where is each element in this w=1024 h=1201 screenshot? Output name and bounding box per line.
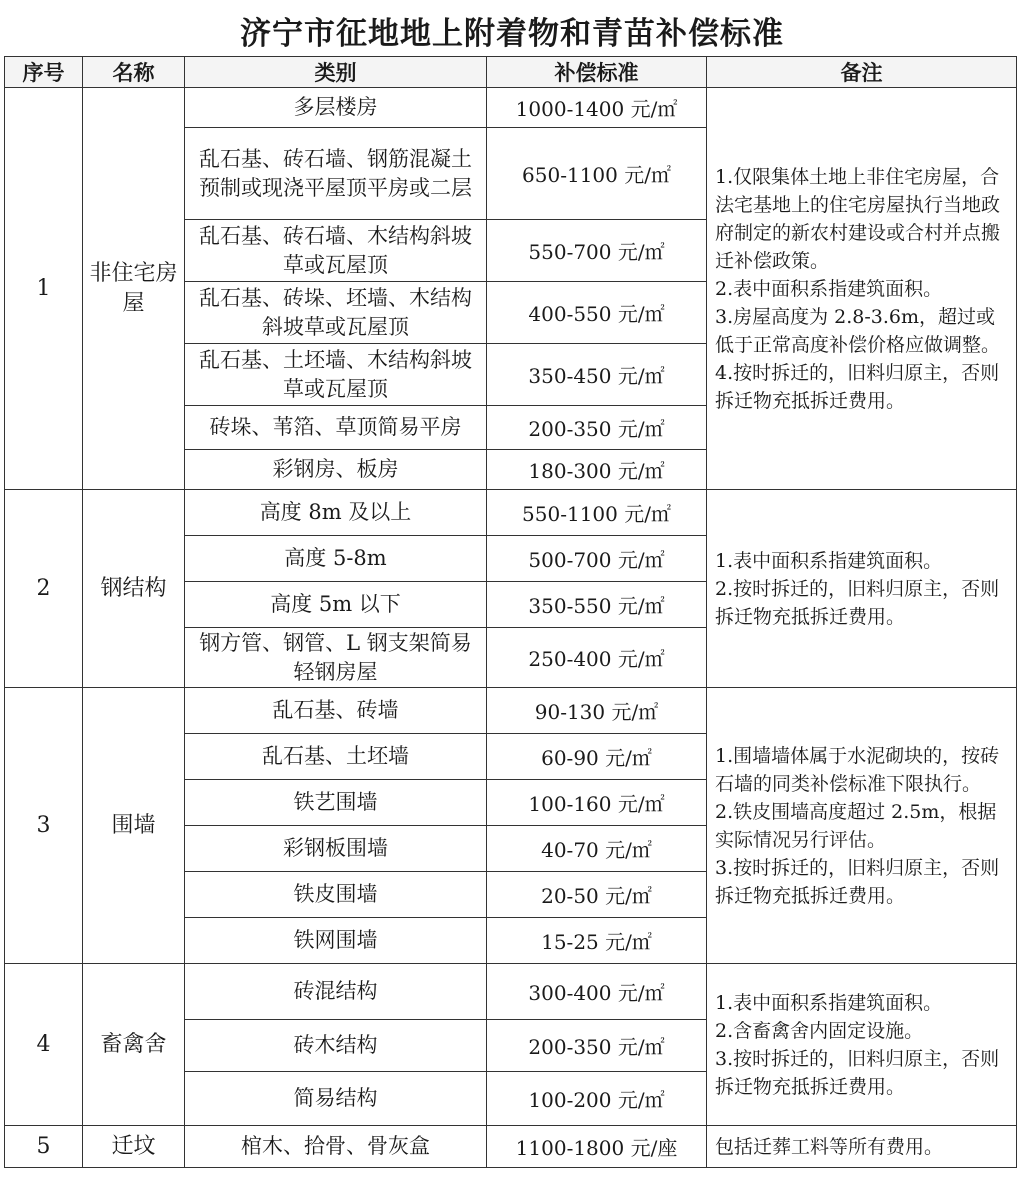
group-number: 4: [5, 964, 83, 1126]
group-name: 畜禽舍: [83, 964, 185, 1126]
category-cell: 乱石基、砖石墙、钢筋混凝土预制或现浇平屋顶平房或二层: [185, 128, 487, 220]
group-number: 1: [5, 88, 83, 490]
notes-cell: [707, 88, 1017, 490]
category-cell: 棺木、拾骨、骨灰盒: [185, 1126, 487, 1168]
note-item: 3.按时拆迁的，旧料归原主，否则拆迁物充抵拆迁费用。: [715, 856, 1000, 907]
note-item: 2.含畜禽舍内固定设施。: [715, 1019, 924, 1042]
category-cell: 简易结构: [185, 1072, 487, 1126]
note-item: 包括迁葬工料等所有费用。: [715, 1135, 944, 1158]
header-name: 名称: [83, 57, 185, 88]
standard-cell: 1100-1800 元/座: [487, 1126, 707, 1168]
compensation-table: [4, 56, 1017, 1168]
notes-cell: [707, 688, 1017, 964]
group-name: 钢结构: [83, 490, 185, 688]
category-cell: 乱石基、土坯墙: [185, 734, 487, 780]
notes-cell: [707, 1126, 1017, 1168]
category-cell: 乱石基、砖石墙、木结构斜坡草或瓦屋顶: [185, 220, 487, 282]
header-notes: 备注: [707, 57, 1017, 88]
standard-cell: 15-25 元/㎡: [487, 918, 707, 964]
standard-cell: 100-160 元/㎡: [487, 780, 707, 826]
standard-cell: 500-700 元/㎡: [487, 536, 707, 582]
standard-cell: 350-450 元/㎡: [487, 344, 707, 406]
standard-cell: 650-1100 元/㎡: [487, 128, 707, 220]
standard-cell: 250-400 元/㎡: [487, 628, 707, 688]
table-row: [5, 688, 1017, 734]
standard-cell: 60-90 元/㎡: [487, 734, 707, 780]
table-row: [5, 88, 1017, 128]
header-standard: 补偿标准: [487, 57, 707, 88]
standard-cell: 1000-1400 元/㎡: [487, 88, 707, 128]
category-cell: 彩钢房、板房: [185, 450, 487, 490]
standard-cell: 200-350 元/㎡: [487, 406, 707, 450]
standard-cell: 350-550 元/㎡: [487, 582, 707, 628]
standard-cell: 40-70 元/㎡: [487, 826, 707, 872]
header-category: 类别: [185, 57, 487, 88]
note-item: 2.铁皮围墙高度超过 2.5m，根据实际情况另行评估。: [715, 800, 997, 851]
table-row: [5, 964, 1017, 1020]
note-item: 3.房屋高度为 2.8-3.6m，超过或低于正常高度补偿价格应做调整。: [715, 305, 1001, 356]
note-item: 1.仅限集体土地上非住宅房屋，合法宅基地上的住宅房屋执行当地政府制定的新农村建设或合村并点搬迁补偿政策。: [715, 165, 1001, 272]
header-no: 序号: [5, 57, 83, 88]
standard-cell: 550-1100 元/㎡: [487, 490, 707, 536]
table-row: [5, 1126, 1017, 1168]
standard-cell: 20-50 元/㎡: [487, 872, 707, 918]
group-name: 迁坟: [83, 1126, 185, 1168]
category-cell: 高度 5-8m: [185, 536, 487, 582]
category-cell: 彩钢板围墙: [185, 826, 487, 872]
note-item: 1.表中面积系指建筑面积。: [715, 991, 943, 1014]
note-item: 3.按时拆迁的，旧料归原主，否则拆迁物充抵拆迁费用。: [715, 1047, 1000, 1098]
group-number: 3: [5, 688, 83, 964]
notes-cell: [707, 964, 1017, 1126]
category-cell: 钢方管、钢管、L 钢支架简易轻钢房屋: [185, 628, 487, 688]
group-name: 围墙: [83, 688, 185, 964]
category-cell: 高度 8m 及以上: [185, 490, 487, 536]
category-cell: 乱石基、砖垛、坯墙、木结构斜坡草或瓦屋顶: [185, 282, 487, 344]
standard-cell: 550-700 元/㎡: [487, 220, 707, 282]
category-cell: 多层楼房: [185, 88, 487, 128]
category-cell: 高度 5m 以下: [185, 582, 487, 628]
category-cell: 铁皮围墙: [185, 872, 487, 918]
table-row: [5, 490, 1017, 536]
note-item: 1.表中面积系指建筑面积。: [715, 549, 943, 572]
standard-cell: 200-350 元/㎡: [487, 1020, 707, 1072]
page-title: 济宁市征地地上附着物和青苗补偿标准: [240, 16, 784, 52]
table-header-row: [5, 57, 1017, 88]
category-cell: 砖垛、苇箔、草顶简易平房: [185, 406, 487, 450]
note-item: 4.按时拆迁的，旧料归原主，否则拆迁物充抵拆迁费用。: [715, 361, 1000, 412]
category-cell: 砖木结构: [185, 1020, 487, 1072]
group-number: 2: [5, 490, 83, 688]
category-cell: 铁艺围墙: [185, 780, 487, 826]
note-item: 2.表中面积系指建筑面积。: [715, 277, 943, 300]
note-item: 1.围墙墙体属于水泥砌块的，按砖石墙的同类补偿标准下限执行。: [715, 744, 1000, 795]
category-cell: 铁网围墙: [185, 918, 487, 964]
standard-cell: 400-550 元/㎡: [487, 282, 707, 344]
standard-cell: 90-130 元/㎡: [487, 688, 707, 734]
category-cell: 乱石基、土坯墙、木结构斜坡草或瓦屋顶: [185, 344, 487, 406]
standard-cell: 100-200 元/㎡: [487, 1072, 707, 1126]
group-number: 5: [5, 1126, 83, 1168]
notes-cell: [707, 490, 1017, 688]
note-item: 2.按时拆迁的，旧料归原主，否则拆迁物充抵拆迁费用。: [715, 577, 1000, 628]
standard-cell: 300-400 元/㎡: [487, 964, 707, 1020]
standard-cell: 180-300 元/㎡: [487, 450, 707, 490]
group-name: 非住宅房屋: [83, 88, 185, 490]
category-cell: 乱石基、砖墙: [185, 688, 487, 734]
category-cell: 砖混结构: [185, 964, 487, 1020]
